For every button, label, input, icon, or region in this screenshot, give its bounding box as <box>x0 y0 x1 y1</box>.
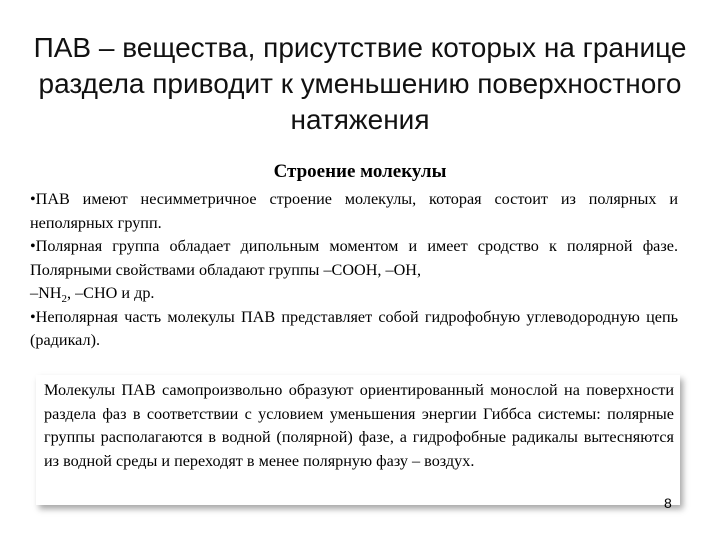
summary-text: Молекулы ПАВ самопроизвольно образуют ориентированный монослой на поверхности раздела фаз в соответствии с условием уменьшения энергии Гиббса системы: полярные группы располагаются в водной (полярной) фазе, а гидрофобные радикалы вытесняются из водной среды и переходят в менее полярную фазу – воздух. <box>44 381 674 470</box>
slide-title: ПАВ – вещества, присутствие которых на границе раздела приводит к уменьшению поверхностного натяжения <box>33 32 687 135</box>
formula-cho-suffix: , –СНО и др. <box>66 284 155 302</box>
bullet-item-2-text: •Полярная группа обладает дипольным моментом и имеет сродство к полярной фазе. Полярными свойствами обладают группы –СООН, –ОН, <box>30 237 678 279</box>
bullet-list <box>30 188 678 353</box>
summary-box <box>36 375 680 505</box>
bullet-item-3: •Неполярная часть молекулы ПАВ представляет собой гидрофобную углеводородную цепь (радикал). <box>30 307 678 349</box>
page-number: 8 <box>664 495 672 511</box>
bullet-item-1: •ПАВ имеют несимметричное строение молекулы, которая состоит из полярных и неполярных групп. <box>30 190 678 232</box>
formula-nh2-prefix: –NH <box>30 284 62 302</box>
slide-subtitle: Строение молекулы <box>273 161 447 182</box>
bullet-item-2 <box>30 235 678 306</box>
formula-subscript: 2 <box>61 293 67 306</box>
